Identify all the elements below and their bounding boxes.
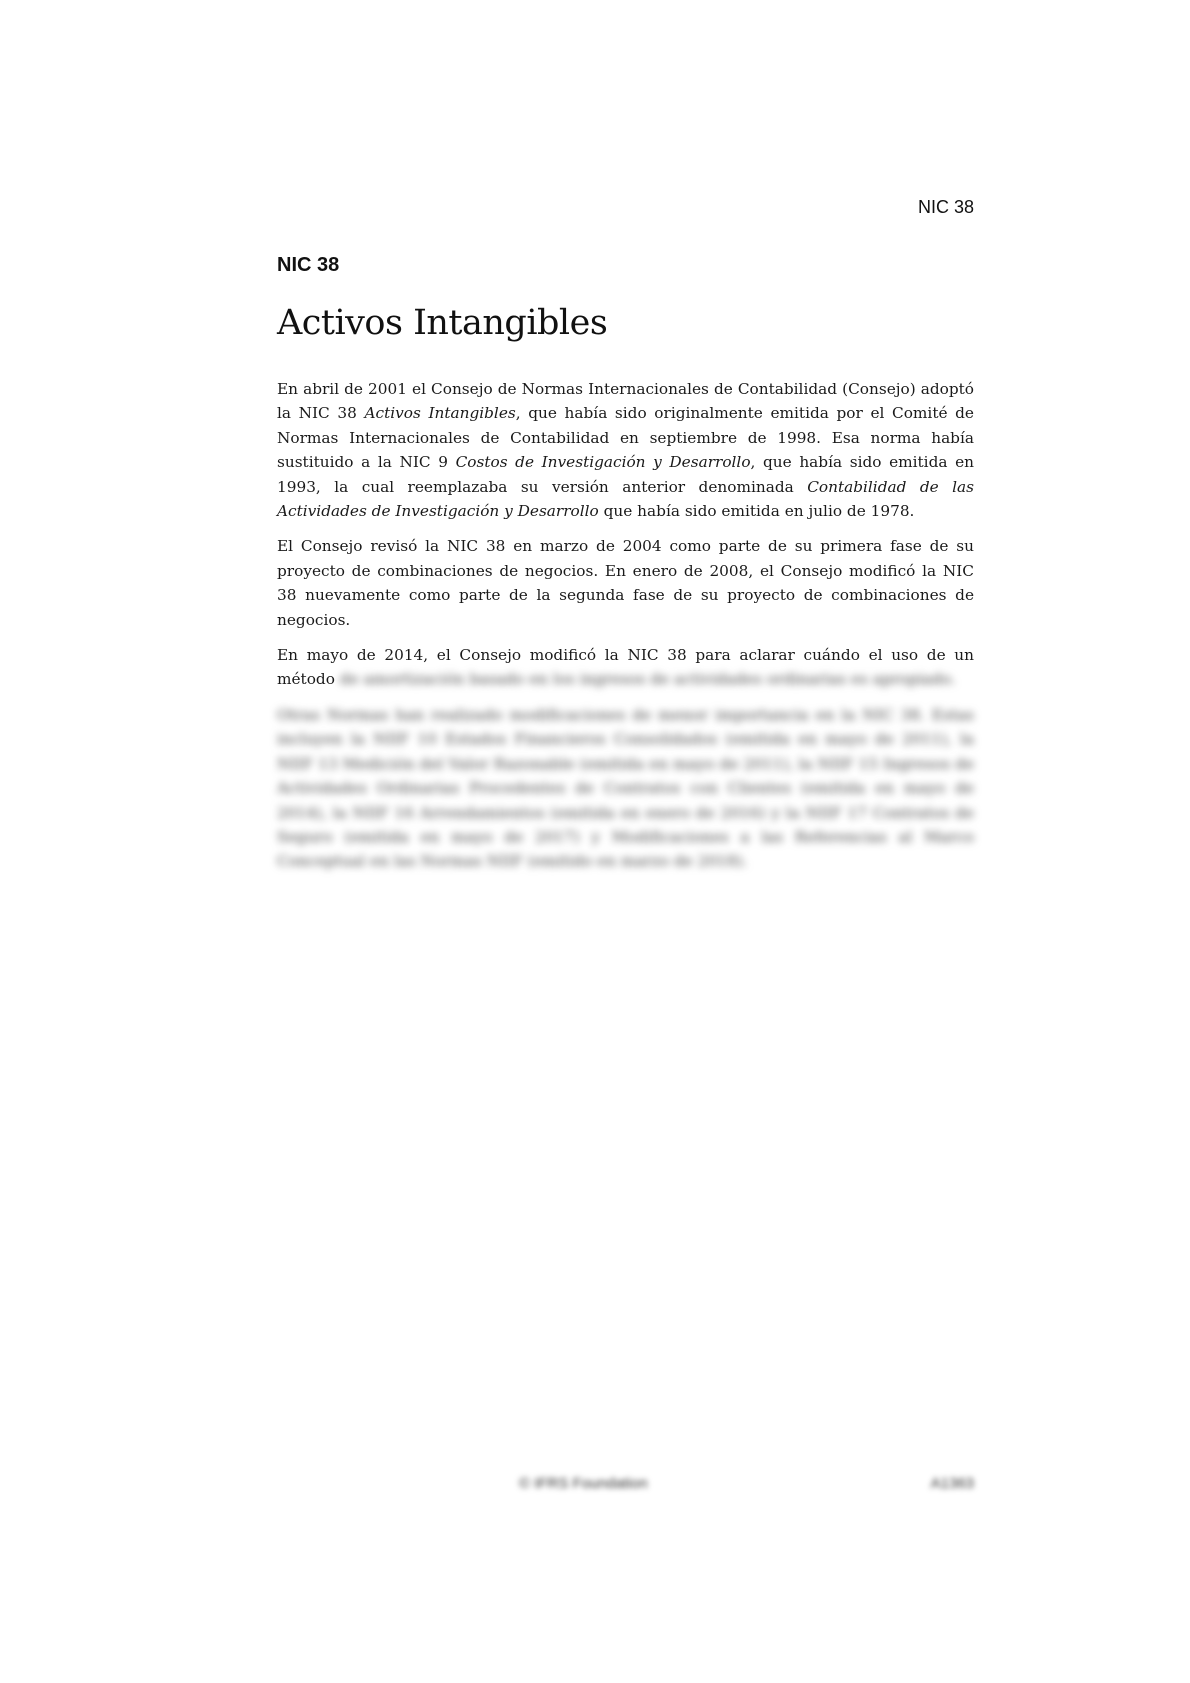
running-header: NIC 38 (917, 197, 974, 217)
p1-text-1: En abril de 2001 el Consejo de Normas Internacionales de Contabilidad (Consejo) adoptó la NIC 38 (277, 380, 974, 423)
p1-italic-title-2: Costos de Investigación y Desarrollo (455, 453, 751, 472)
p1-text-3: , que había sido emitida en 1993, la cual reemplazaba su versión anterior denominada (277, 453, 975, 496)
p3-visible-text: En mayo de 2014, el Consejo modificó la NIC 38 para aclarar cuándo el uso de un método (277, 646, 974, 689)
p1-text-2: , que había sido originalmente emitida por el Comité de Normas Internacionales de Contabilidad en septiembre de 1998. Esa norma había sustituido a la NIC 9 (277, 404, 974, 472)
paragraph-other-amendments: Otras Normas han realizado modificaciones de menor importancia en la NIC 38. Estas incluyen la NIIF 10 Estados Financieros Consolidados (emitida en mayo de 2011), la NIIF 13 Medición del Valor Razonable (emitida en mayo de 2011), la NIIF 15 Ingresos de Actividades Ordinarias Procedentes de Contratos con Clientes (emitida en mayo de 2014), la NIIF 16 Arrendamientos (emitida en enero de 2016) y la NIIF 17 Contratos de Seguro (emitida en mayo de 2017) y Modificaciones a las Referencias al Marco Conceptual en las Normas NIIF (emitido en marzo de 2018). (277, 705, 974, 871)
p1-italic-title-1: Activos Intangibles (364, 404, 516, 423)
footer-page-number: A1363 (930, 1475, 974, 1492)
document-title: Activos Intangibles (277, 303, 608, 343)
page-footer (277, 1475, 974, 1505)
paragraph-amendment (277, 643, 974, 692)
p1-italic-title-3: Contabilidad de las Actividades de Investigación y Desarrollo (277, 477, 975, 521)
footer-copyright: © IFRS Foundation (519, 1475, 648, 1492)
page-content (277, 254, 974, 885)
p1-text-4: que había sido emitida en julio de 1978. (598, 502, 915, 521)
paragraph-history (277, 377, 974, 523)
introduction-body (277, 377, 974, 874)
paragraph-revision: El Consejo revisó la NIC 38 en marzo de 2004 como parte de su primera fase de su proyecto de combinaciones de negocios. En enero de 2008, el Consejo modificó la NIC 38 nuevamente como parte de la segunda fase de su proyecto de combinaciones de negocios. (277, 537, 974, 629)
p3-obscured-text: de amortización basado en los ingresos de actividades ordinarias es apropiado. (339, 670, 956, 689)
standard-label: NIC 38 (277, 254, 340, 276)
